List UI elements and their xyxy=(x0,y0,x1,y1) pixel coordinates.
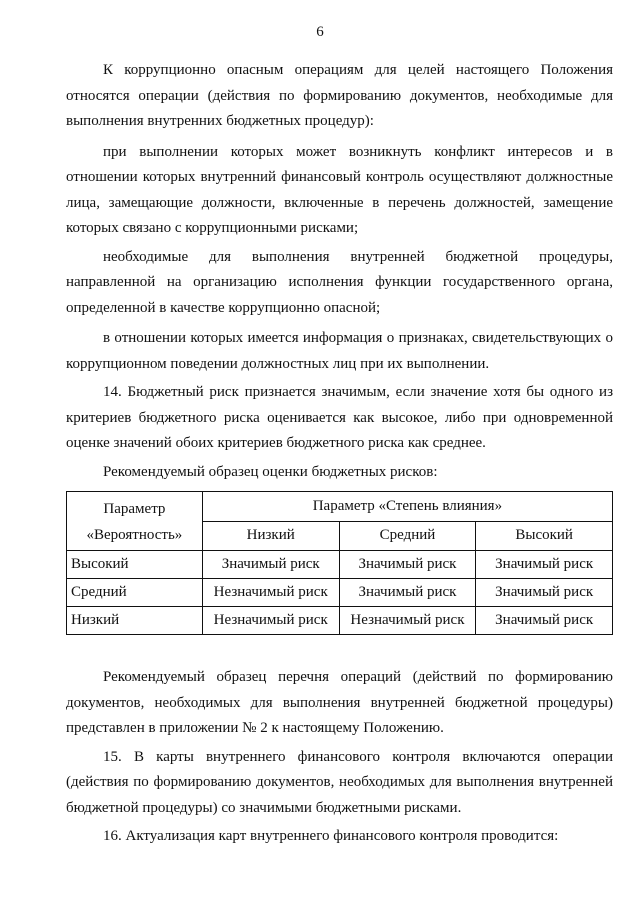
table-row xyxy=(67,579,613,607)
paragraph-corruption-operations: К коррупционно опасным операциям для целей настоящего Положения относятся операции (действия по формированию документов, необходимые для выполнения внутренних бюджетных процедур): xyxy=(66,62,613,129)
table-cell: Значимый риск xyxy=(476,551,613,579)
column-header-high: Высокий xyxy=(476,521,613,551)
document-body xyxy=(66,58,613,850)
probability-header-line1: Параметр xyxy=(103,501,166,517)
risk-assessment-table xyxy=(66,491,613,635)
table-cell: Значимый риск xyxy=(339,551,476,579)
column-header-low: Низкий xyxy=(202,521,339,551)
paragraph-corrupt-behavior: в отношении которых имеется информация о признаках, свидетельствующих о коррупционном поведении должностных лиц при их выполнении. xyxy=(66,330,613,372)
table-row xyxy=(67,607,613,635)
table-cell: Значимый риск xyxy=(339,579,476,607)
table-cell: Значимый риск xyxy=(476,607,613,635)
paragraph-15-control-cards: 15. В карты внутреннего финансового контроля включаются операции (действия по формированию документов, необходимых для выполнения внутренней бюджетной процедуры) со значимыми бюджетными рисками. xyxy=(66,748,613,816)
paragraph-risk-sample-intro: Рекомендуемый образец оценки бюджетных рисков: xyxy=(103,463,438,480)
table-cell: Незначимый риск xyxy=(339,607,476,635)
table-cell: Незначимый риск xyxy=(202,579,339,607)
table-header-row xyxy=(67,492,613,522)
row-label: Низкий xyxy=(67,607,203,635)
probability-header-line2: «Вероятность» xyxy=(86,527,183,543)
row-label: Высокий xyxy=(67,551,203,579)
table-cell: Значимый риск xyxy=(476,579,613,607)
paragraph-operations-list-sample: Рекомендуемый образец перечня операций (действий по формированию документов, необходимых для выполнения внутренней бюджетной процедуры) представлен в приложении № 2 к настоящему Положению. xyxy=(66,669,613,736)
table-row xyxy=(67,551,613,579)
paragraph-budget-procedure: необходимые для выполнения внутренней бюджетной процедуры, направленной на организацию исполнения функции государственного органа, определенной в качестве коррупционно опасной; xyxy=(66,248,613,316)
paragraph-16-cards-update: 16. Актуализация карт внутреннего финансового контроля проводится: xyxy=(103,828,559,844)
paragraph-conflict-of-interest: при выполнении которых может возникнуть конфликт интересов и в отношении которых внутренний финансовый контроль осуществляют должностные лица, замещающие должности, включенные в перечень должностей, замещение которых связано с коррупционными рисками; xyxy=(66,143,613,236)
impact-header-cell: Параметр «Степень влияния» xyxy=(202,492,612,522)
page-number: 6 xyxy=(316,24,324,40)
row-label: Средний xyxy=(67,579,203,607)
probability-header-cell xyxy=(67,492,203,551)
table-cell: Значимый риск xyxy=(202,551,339,579)
table-cell: Незначимый риск xyxy=(202,607,339,635)
paragraph-14-significant-risk: 14. Бюджетный риск признается значимым, если значение хотя бы одного из критериев бюджетного риска оценивается как высокое, либо при одновременной оценке значений обоих критериев бюджетного риска как среднее. xyxy=(66,384,613,451)
column-header-medium: Средний xyxy=(339,521,476,551)
